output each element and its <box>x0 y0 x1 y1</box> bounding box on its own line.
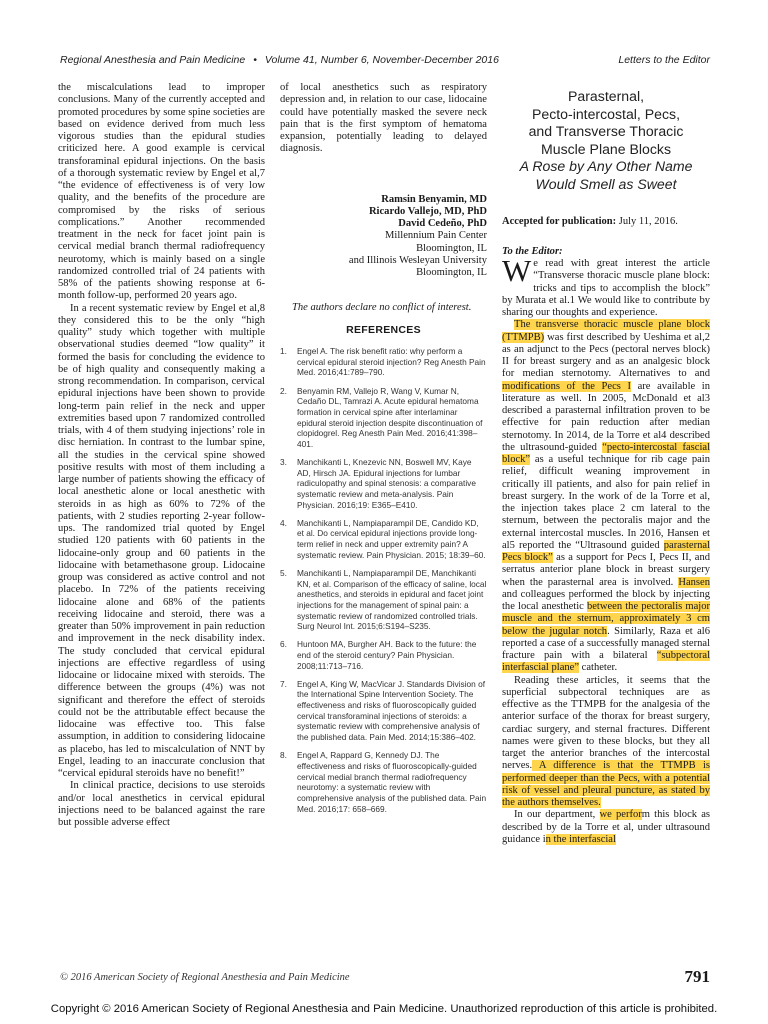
paragraph: Reading these articles, it seems that the superficial subpectoral techniques are as effective as the TTMPB for the analgesia of the anterior surface of the thorax for breast surgery, cardiac surgery, and sternal fractures. Different names were given to these blocks, but they all target the anterior branches of the intercostal nerves. A difference is that the TTMPB is performed deeper than the Pecs, with a potential risk of vessel and pleural puncture, as stated by the authors themselves. <box>502 674 710 809</box>
footer-copyright: © 2016 American Society of Regional Anesthesia and Pain Medicine <box>60 972 350 983</box>
column-right <box>502 82 710 846</box>
affiliation: Bloomington, IL <box>416 267 487 279</box>
paragraph: In our department, we perform this block as described by de la Torre et al, under ultrasound guidance in the interfascial <box>502 809 710 845</box>
references-heading: REFERENCES <box>346 323 421 336</box>
issue-info: Volume 41, Number 6, November-December 2016 <box>264 54 499 66</box>
paragraph: In clinical practice, decisions to use steroids and/or local anesthetics in cervical epidural injections need to be balanced against the rare but possible adverse effect <box>58 780 265 828</box>
running-header <box>60 54 710 70</box>
author-name: David Cedeño, PhD <box>398 218 487 230</box>
author-name: Ricardo Vallejo, MD, PhD <box>368 205 487 217</box>
reference-item: 4. Manchikanti L, Nampiaparampil DE, Candido KD, et al. Do cervical epidural injections provide long-term relief in neck and upper extremity pain? A systematic review. Pain Physician. 2015; 18:39–60. <box>280 517 486 560</box>
page-number: 791 <box>684 967 710 986</box>
affiliation: Millennium Pain Center <box>385 230 487 242</box>
reference-item: 8. Engel A, Rappard G, Kennedy DJ. The effectiveness and risks of fluoroscopically-guided cervical medial branch thermal radiofrequency neurotomy: a systematic review with comprehensive analysis of the published data. Pain Med. 2016;17: 658–669. <box>280 750 487 814</box>
highlight: The transverse thoracic muscle plane block (TTMPB) <box>502 319 710 343</box>
references-list <box>280 346 487 814</box>
reference-item: 7. Engel A, King W, MacVicar J. Standards Division of the International Spine Intervention Society. The effectiveness and risks of fluoroscopically guided cervical transforaminal injections of steroids: a systematic review with comprehensive analysis of the published data. Pain Med. 2014;15:386–402. <box>280 678 485 743</box>
paragraph: of local anesthetics such as respiratory depression and, in relation to our case, lidocaine could have potentially masked the severe neck pain that is the first symptom of hematoma expansion, potentially leading to delayed diagnosis. <box>280 82 487 155</box>
highlight: “pecto-intercostal fascial block” <box>502 441 710 466</box>
highlight: between the pectoralis major muscle and the sternum, approximately 3 cm below the jugular notch <box>502 601 710 637</box>
copyright-notice: Copyright © 2016 American Society of Regional Anesthesia and Pain Medicine. Unauthorized reproduction of this article is prohibited. <box>50 1003 718 1015</box>
header-bullet: • <box>253 54 257 66</box>
highlight: modifications of the Pecs I <box>502 380 631 392</box>
reference-item: 3. Manchikanti L, Knezevic NN, Boswell MV, Kaye AD, Hirsch JA. Epidural injections for lumbar radiculopathy and spinal stenosis: a comparative systematic review and meta-analysis. Pain Physician. 2016;19: E365–E410. <box>280 456 476 510</box>
letter-title: Parasternal, Pecto-intercostal, Pecs, and Transverse Thoracic Muscle Plane Blocks A Rose by Any Other Name Would Smell as Sweet <box>502 88 710 194</box>
author-signature <box>280 194 487 280</box>
highlight: A difference is that the TTMPB is performed deeper than the Pecs, with a potential risk of vessel and pleural puncture, as stated by the authors themselves. <box>502 760 710 809</box>
paragraph: The transverse thoracic muscle plane block (TTMPB) was first described by Ueshima et al,2 as an adjunct to the Pecs (pectoral nerves block) II for breast surgery and as an analgesic block for median sternotomy. Alternatives to and modifications of the Pecs I are available in literature as well. In 2005, McDonald et al3 described a parasternal infiltration proven to be effective for pain reduction after median sternotomy. In 2014, de la Torre et al4 described the ultrasound-guided “pecto-intercostal fascial block” as a useful technique for rib cage pain relief, difficult weaning improvement in critically ill patients, and also for pain relief in breast surgery. In the work of de la Torre et al, the injection takes place 2 cm lateral to the sternum, between the pectoralis major and the external intercostal muscles. In 2016, Hansen et al5 reported the “Ultrasound guided parasternal Pecs block” as a support for Pecs I, Pecs II, and serratus anterior plane block in breast surgery when the parasternal area is involved. Hansen and colleagues performed the block by injecting the local anesthetic between the pectoralis major muscle and the sternum, approximately 3 cm below the jugular notch. Similarly, Raza et al6 reported a case of a successfully managed sternal fracture pain with a bilateral “subpectoral interfascial plane” catheter. <box>502 319 710 674</box>
highlight: we perfor <box>599 809 642 821</box>
highlight: parasternal Pecs block” <box>502 539 710 564</box>
highlight: n the interfascial <box>545 833 616 845</box>
paragraph: In a recent systematic review by Engel et al,8 they considered this to be the only “high quality” study which together with multiple observational studies deemed “low quality” it formed the basis for concluding the evidence to be of high quality and consequently making a strong recommendation. In comparison, cervical epidural injections have been shown to provide long-term pain relief in the neck and upper extremities based upon 7 randomized controlled trials, with 4 of them studying injections’ role in disc herniation. In contrast to the lumbar spine, all the studies in the cervical spine showed positive results with most of them including a large number of patients showing the efficacy of local anesthetic alone or local anesthetic with steroids in as high as 60% to 72% of the patients, with 2 studies reporting 2-year follow-ups. The randomized trial quoted by Engel studied 120 patients with 60 patients in the lidocaine-only group and 60 patients in the lidocaine with betamethasone group. Lidocaine group was considered as active control and not placebo. In 72% of the patients receiving lidocaine alone and 68% of the patients receiving lidocaine and steroid, there was a greater than 50% improvement in pain reduction and improvement in the neck disability index. The study concluded that cervical epidural injections are effective regardless of using lidocaine or lidocaine mixed with steroids. The difference between the groups (4%) was not significant and therefore the effect of steroids could not be the attributable effect because the lidocaine was effective too. This false assumption, in addition to considering lidocaine as placebo, has led to miscalculation of NNT by Engel, leading to an inaccurate conclusion that “cervical epidural steroids have no benefit!” <box>58 302 265 779</box>
reference-item: 2. Benyamin RM, Vallejo R, Wang V, Kumar N, Cedaño DL, Tamrazi A. Acute epidural hematoma formation in cervical spine after interlaminar epidural steroid injection despite discontinuation of clopidogrel. Reg Anesth Pain Med. 2016;41:398–401. <box>280 385 483 449</box>
column-middle <box>280 82 487 822</box>
header-journal-info <box>60 54 499 66</box>
paragraph: the miscalculations lead to improper conclusions. Many of the currently accepted and promoted procedures by some spine societies are based on evidence derived from much less vigorous studies than the epidural studies criticized here. A good example is cervical transforaminal epidural injections. On the basis of a thorough systematic review by Engel et al,7 “the evidence of effectiveness is of very low quality, and the benefits of the procedure are compromised by the risks of serious complications.” Another recommended treatment in the neck for facet joint pain is cervical medial branch thermal radiofrequency neurotomy, which is mainly based on a single randomized controlled trial of 24 patients with 58% of the patients showing response at 6-month follow-up, performed 20 years ago. <box>58 82 265 302</box>
salutation: To the Editor: <box>502 245 563 257</box>
conflict-statement: The authors declare no conflict of interest. <box>292 301 472 313</box>
reference-item: 5. Manchikanti L, Nampiaparampil DE, Manchikanti KN, et al. Comparison of the efficacy of saline, local anesthetics, and steroids in epidural and facet joint injections for the management of spinal pain: a systematic review of randomized controlled trials. Surg Neurol Int. 2015;6:S194–S235. <box>280 567 487 632</box>
letter-subtitle: Would Smell as Sweet <box>535 175 677 192</box>
reference-item: 1. Engel A. The risk benefit ratio: why perform a cervical epidural steroid injection? Reg Anesth Pain Med. 2016;41:789–790. <box>280 346 486 378</box>
accepted-date: Accepted for publication: July 11, 2016. <box>502 215 678 227</box>
drop-cap: W <box>502 253 532 289</box>
highlight: “subpectoral interfascial plane” <box>502 650 710 674</box>
highlight: Hansen <box>678 576 710 588</box>
author-name: Ramsin Benyamin, MD <box>381 193 487 205</box>
letter-subtitle: A Rose by Any Other Name <box>519 158 693 175</box>
reference-item: 6. Huntoon MA, Burgher AH. Back to the future: the end of the steroid century? Pain Physician. 2008;11:713–716. <box>280 639 477 671</box>
column-left <box>58 82 265 829</box>
paragraph: We read with great interest the article “Transverse thoracic muscle plane block: tricks and tips to accomplish the block” by Murata et al.1 We would like to contribute by sharing our thoughts and experience. <box>502 253 710 319</box>
affiliation: and Illinois Wesleyan University <box>348 254 487 266</box>
section-name: Letters to the Editor <box>618 54 710 66</box>
affiliation: Bloomington, IL <box>416 242 487 254</box>
journal-name: Regional Anesthesia and Pain Medicine <box>60 54 246 66</box>
